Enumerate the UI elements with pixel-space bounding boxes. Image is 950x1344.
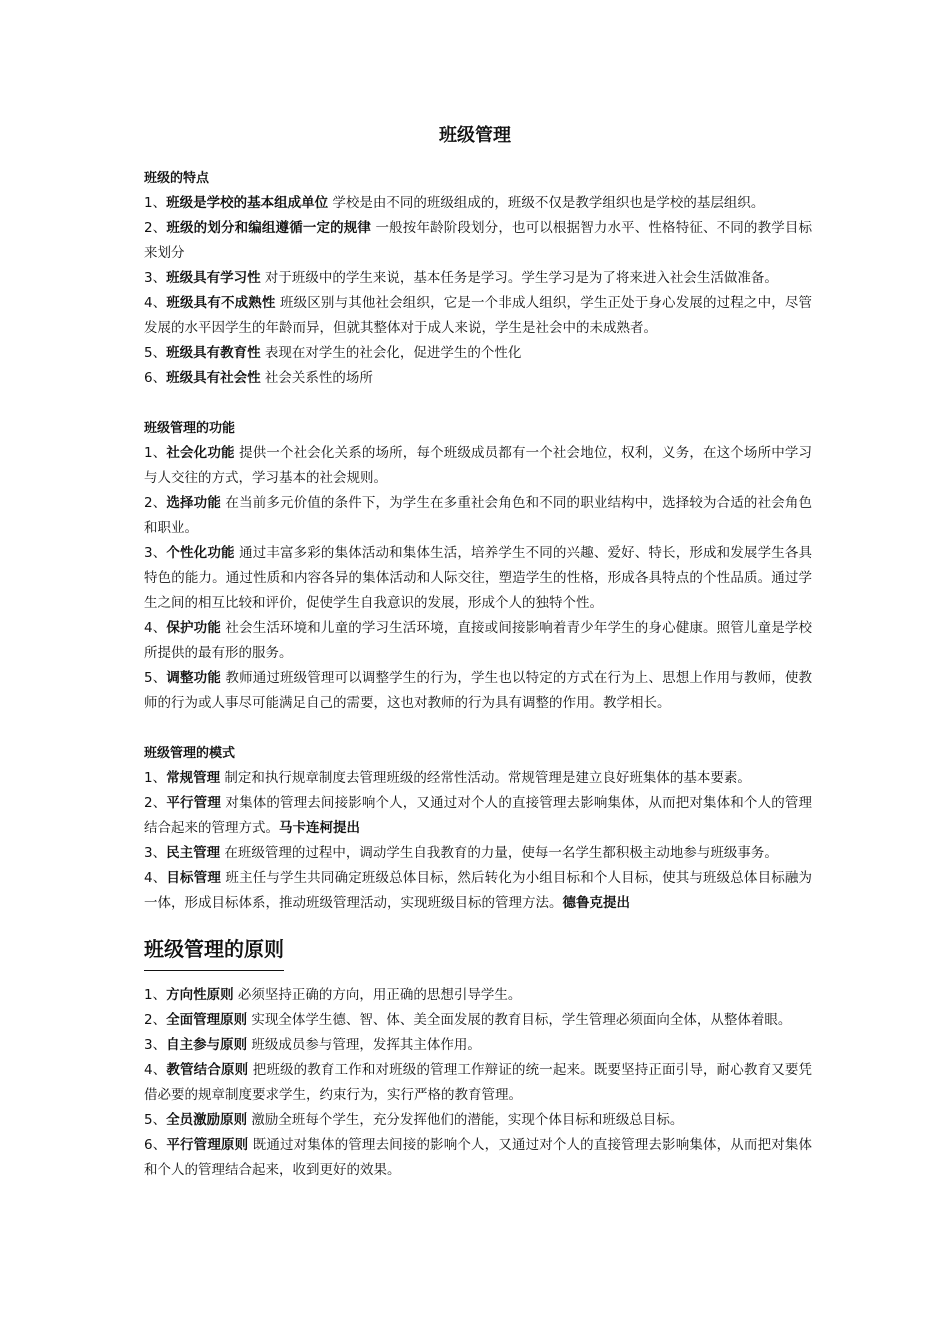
section-spacer xyxy=(144,391,812,416)
item-text: 对于班级中的学生来说，基本任务是学习。学生学习是为了将来进入社会生活做准备。 xyxy=(264,270,778,286)
item-number: 2、 xyxy=(144,795,167,811)
heading-spacer xyxy=(144,971,812,983)
principles-heading: 班级管理的原则 xyxy=(144,934,284,971)
item-attribution: 马卡连柯提出 xyxy=(279,820,360,836)
item-text: 社会生活环境和儿童的学习生活环境，直接或间接影响着青少年学生的身心健康。照管儿童是学校所提供的最有形的服务。 xyxy=(144,620,813,661)
item-number: 5、 xyxy=(144,345,167,361)
item-text: 提供一个社会化关系的场所，每个班级成员都有一个社会地位，权利，义务，在这个场所中学习与人交往的方式，学习基本的社会规则。 xyxy=(144,445,813,486)
list-item xyxy=(144,616,812,666)
list-item xyxy=(144,666,812,716)
section-class-features xyxy=(144,166,812,391)
item-number: 4、 xyxy=(144,620,167,636)
item-text: 在当前多元价值的条件下，为学生在多重社会角色和不同的职业结构中，选择较为合适的社会角色和职业。 xyxy=(144,495,813,536)
item-term: 班级具有学习性 xyxy=(166,270,261,286)
item-number: 5、 xyxy=(144,1112,167,1128)
list-item xyxy=(144,216,812,266)
item-text: 必须坚持正确的方向，用正确的思想引导学生。 xyxy=(237,987,522,1003)
item-term: 调整功能 xyxy=(166,670,221,686)
item-text: 既通过对集体的管理去间接的影响个人，又通过对个人的直接管理去影响集体，从而把对集体和个人的管理结合起来，收到更好的效果。 xyxy=(144,1137,813,1178)
list-item xyxy=(144,191,812,216)
item-number: 4、 xyxy=(144,295,167,311)
item-text: 对集体的管理去间接影响个人，又通过对个人的直接管理去影响集体，从而把对集体和个人的管理结合起来的管理方式。 xyxy=(144,795,813,836)
item-term: 班级具有不成熟性 xyxy=(166,295,276,311)
item-number: 1、 xyxy=(144,445,167,461)
item-term: 教管结合原则 xyxy=(166,1062,249,1078)
item-term: 选择功能 xyxy=(166,495,221,511)
item-text: 一般按年龄阶段划分，也可以根据智力水平、性格特征、不同的教学目标来划分 xyxy=(144,220,813,261)
list-item xyxy=(144,441,812,491)
item-text: 在班级管理的过程中，调动学生自我教育的力量，使每一名学生都积极主动地参与班级事务。 xyxy=(224,845,778,861)
item-term: 自主参与原则 xyxy=(166,1037,248,1053)
item-term: 个性化功能 xyxy=(166,545,235,561)
item-term: 平行管理原则 xyxy=(166,1137,249,1153)
item-text: 激励全班每个学生，充分发挥他们的潜能，实现个体目标和班级总目标。 xyxy=(251,1112,684,1128)
item-term: 全员激励原则 xyxy=(166,1112,248,1128)
item-text: 班级成员参与管理，发挥其主体作用。 xyxy=(251,1037,481,1053)
item-text: 把班级的教育工作和对班级的管理工作辩证的统一起来。既要坚持正面引导，耐心教育又要凭借必要的规章制度要求学生，约束行为，实行严格的教育管理。 xyxy=(144,1062,813,1103)
list-item xyxy=(144,791,812,841)
list-item xyxy=(144,1108,812,1133)
list-item xyxy=(144,366,812,391)
item-number: 2、 xyxy=(144,220,167,236)
item-text: 实现全体学生德、智、体、美全面发展的教育目标，学生管理必须面向全体，从整体着眼。 xyxy=(251,1012,792,1028)
list-item xyxy=(144,841,812,866)
item-term: 班级是学校的基本组成单位 xyxy=(166,195,329,211)
item-number: 3、 xyxy=(144,845,167,861)
document-body xyxy=(144,166,812,1183)
section-heading: 班级的特点 xyxy=(144,171,210,186)
list-item xyxy=(144,541,812,616)
item-text: 制定和执行规章制度去管理班级的经常性活动。常规管理是建立良好班集体的基本要素。 xyxy=(224,770,751,786)
item-text: 社会关系性的场所 xyxy=(264,370,373,386)
item-number: 2、 xyxy=(144,1012,167,1028)
item-text: 通过丰富多彩的集体活动和集体生活，培养学生不同的兴趣、爱好、特长，形成和发展学生各具特色的能力。通过性质和内容各异的集体活动和人际交往，塑造学生的性格，形成各具特点的个性品质。通过学生之间的相互比较和评价，促使学生自我意识的发展，形成个人的独特个性。 xyxy=(144,545,813,611)
item-number: 5、 xyxy=(144,670,167,686)
item-text: 班主任与学生共同确定班级总体目标，然后转化为小组目标和个人目标，使其与班级总体目标融为一体，形成目标体系，推动班级管理活动，实现班级目标的管理方法。 xyxy=(144,870,813,911)
item-text: 教师通过班级管理可以调整学生的行为，学生也以特定的方式在行为上、思想上作用与教师，使教师的行为或人事尽可能满足自己的需要，这也对教师的行为具有调整的作用。教学相长。 xyxy=(144,670,813,711)
item-number: 3、 xyxy=(144,270,167,286)
item-term: 保护功能 xyxy=(166,620,221,636)
item-term: 方向性原则 xyxy=(166,987,234,1003)
item-term: 平行管理 xyxy=(166,795,221,811)
item-number: 1、 xyxy=(144,195,167,211)
document-title: 班级管理 xyxy=(439,125,511,146)
item-term: 全面管理原则 xyxy=(166,1012,248,1028)
item-term: 社会化功能 xyxy=(166,445,235,461)
section-class-management-functions xyxy=(144,416,812,716)
section-spacer xyxy=(144,716,812,741)
list-item xyxy=(144,341,812,366)
list-item xyxy=(144,291,812,341)
section-class-management-principles xyxy=(144,916,812,1183)
item-number: 3、 xyxy=(144,1037,167,1053)
list-item xyxy=(144,766,812,791)
item-term: 班级具有教育性 xyxy=(166,345,261,361)
list-item xyxy=(144,1033,812,1058)
item-term: 目标管理 xyxy=(166,870,221,886)
item-attribution: 德鲁克提出 xyxy=(562,895,630,911)
item-term: 班级的划分和编组遵循一定的规律 xyxy=(166,220,372,236)
item-number: 4、 xyxy=(144,1062,167,1078)
list-item xyxy=(144,866,812,916)
section-heading: 班级管理的功能 xyxy=(144,421,236,436)
list-item xyxy=(144,266,812,291)
list-item xyxy=(144,983,812,1008)
item-number: 4、 xyxy=(144,870,167,886)
item-number: 6、 xyxy=(144,370,167,386)
section-class-management-modes xyxy=(144,741,812,916)
item-term: 常规管理 xyxy=(166,770,221,786)
list-item xyxy=(144,1058,812,1108)
item-text: 学校是由不同的班级组成的，班级不仅是教学组织也是学校的基层组织。 xyxy=(332,195,765,211)
section-heading: 班级管理的模式 xyxy=(144,746,236,761)
item-number: 2、 xyxy=(144,495,167,511)
item-term: 班级具有社会性 xyxy=(166,370,261,386)
item-text: 班级区别与其他社会组织，它是一个非成人组织，学生正处于身心发展的过程之中，尽管发展的水平因学生的年龄而异，但就其整体对于成人来说，学生是社会中的未成熟者。 xyxy=(144,295,813,336)
item-text: 表现在对学生的社会化，促进学生的个性化 xyxy=(264,345,522,361)
list-item xyxy=(144,1008,812,1033)
item-number: 1、 xyxy=(144,770,167,786)
list-item xyxy=(144,491,812,541)
item-number: 1、 xyxy=(144,987,167,1003)
list-item xyxy=(144,1133,812,1183)
item-term: 民主管理 xyxy=(166,845,221,861)
item-number: 3、 xyxy=(144,545,167,561)
item-number: 6、 xyxy=(144,1137,167,1153)
